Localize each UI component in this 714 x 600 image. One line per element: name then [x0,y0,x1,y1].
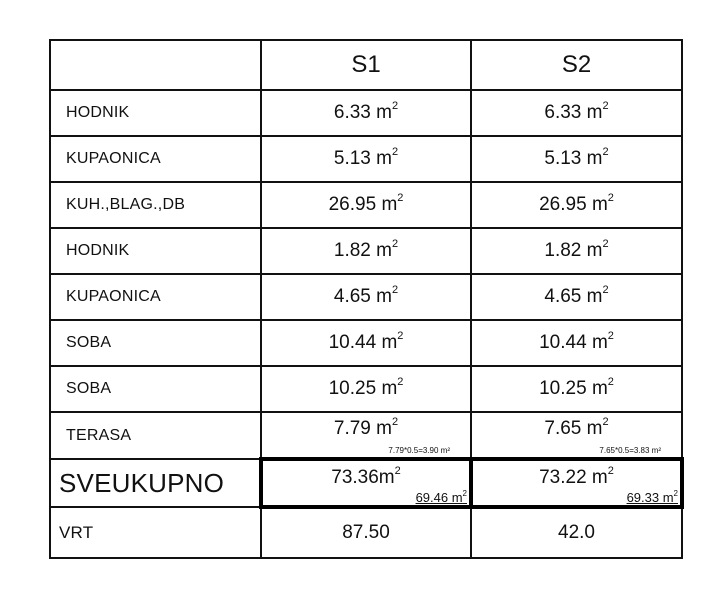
net-value: 69.46 m [415,490,463,505]
s1-area [261,228,471,274]
area-unit: m [591,378,608,399]
room-label: HODNIK [50,228,261,274]
area-value: 10.44 [539,332,587,353]
area-unit: m [376,286,392,307]
area-unit: m [376,240,392,261]
area-unit: m [381,378,398,399]
s1-area [261,182,471,228]
area-main [544,415,609,439]
area-value: 1.82 [333,240,371,261]
unit-exponent: 2 [391,237,399,250]
area-value: 26.95 [328,194,377,215]
unit-exponent: 2 [607,375,614,388]
garden-label: VRT [50,507,261,558]
area-unit: m [376,148,392,169]
s1-area [261,90,471,136]
unit-exponent: 2 [602,415,609,428]
table-row [50,412,682,459]
terrace-calc-note: 7.65*0.5=3.83 m² [599,446,661,455]
area-value: 6.33 [544,102,582,123]
area-unit: m [381,194,398,215]
table-row [50,320,682,366]
s1-area [261,412,471,459]
unit-exponent: 2 [397,375,404,388]
area-value: 7.79 [333,418,371,439]
s2-garden: 42.0 [471,507,682,558]
header-s1: S1 [261,40,471,90]
area-unit: m [376,102,392,123]
s1-total [261,459,471,507]
total-value: 73.22 m [539,467,608,488]
s1-area [261,274,471,320]
area-value: 5.13 [544,148,582,169]
table-row [50,90,682,136]
s1-area [261,366,471,412]
terrace-calc-note: 7.79*0.5=3.90 m² [388,446,450,455]
header-empty-cell [50,40,261,90]
s2-area [471,320,682,366]
area-unit: m [376,418,392,439]
s1-garden: 87.50 [261,507,471,558]
s2-area [471,228,682,274]
table-row [50,274,682,320]
s2-area [471,90,682,136]
room-label: SOBA [50,320,261,366]
unit-exponent: 2 [673,488,678,498]
total-main [539,464,614,488]
unit-exponent: 2 [391,145,399,158]
garden-row [50,507,682,558]
s2-area [471,274,682,320]
area-unit: m [586,102,603,123]
area-value: 26.95 [539,194,587,215]
net-area [626,488,678,505]
unit-exponent: 2 [602,283,609,296]
area-value: 4.65 [544,286,582,307]
total-main [331,464,401,488]
room-label: TERASA [50,412,261,459]
unit-exponent: 2 [602,99,609,112]
unit-exponent: 2 [391,415,399,428]
table-row [50,136,682,182]
area-value: 10.25 [328,378,377,399]
area-unit: m [591,194,608,215]
unit-exponent: 2 [602,145,609,158]
room-label: SOBA [50,366,261,412]
unit-exponent: 2 [607,464,614,477]
table-row [50,182,682,228]
area-unit: m [586,148,603,169]
total-row [50,459,682,507]
area-unit: m [586,418,603,439]
area-main [333,415,399,439]
area-unit: m [586,240,603,261]
table-row [50,366,682,412]
unit-exponent: 2 [391,283,399,296]
unit-exponent: 2 [397,329,404,342]
total-label: SVEUKUPNO [50,459,261,507]
header-s2: S2 [471,40,682,90]
room-label: HODNIK [50,90,261,136]
area-value: 4.65 [333,286,371,307]
unit-exponent: 2 [607,329,614,342]
s2-area [471,182,682,228]
area-unit: m [586,286,603,307]
unit-exponent: 2 [462,488,467,498]
room-label: KUPAONICA [50,274,261,320]
s2-total [471,459,682,507]
area-unit: m [591,332,608,353]
area-value: 6.33 [333,102,371,123]
room-label: KUH.,BLAG.,DB [50,182,261,228]
area-value: 10.44 [328,332,377,353]
area-table [49,39,684,559]
s2-area [471,412,682,459]
room-label: KUPAONICA [50,136,261,182]
s1-area [261,136,471,182]
unit-exponent: 2 [607,191,614,204]
net-value: 69.33 m [626,490,674,505]
s1-area [261,320,471,366]
header-row [50,40,682,90]
s2-area [471,136,682,182]
unit-exponent: 2 [391,99,399,112]
area-value: 5.13 [333,148,371,169]
area-value: 10.25 [539,378,587,399]
s2-area [471,366,682,412]
unit-exponent: 2 [397,191,404,204]
total-value: 73.36m [331,467,395,488]
net-area [415,488,467,505]
unit-exponent: 2 [602,237,609,250]
area-value: 7.65 [544,418,582,439]
table-row [50,228,682,274]
area-value: 1.82 [544,240,582,261]
unit-exponent: 2 [394,464,401,477]
area-unit: m [381,332,398,353]
